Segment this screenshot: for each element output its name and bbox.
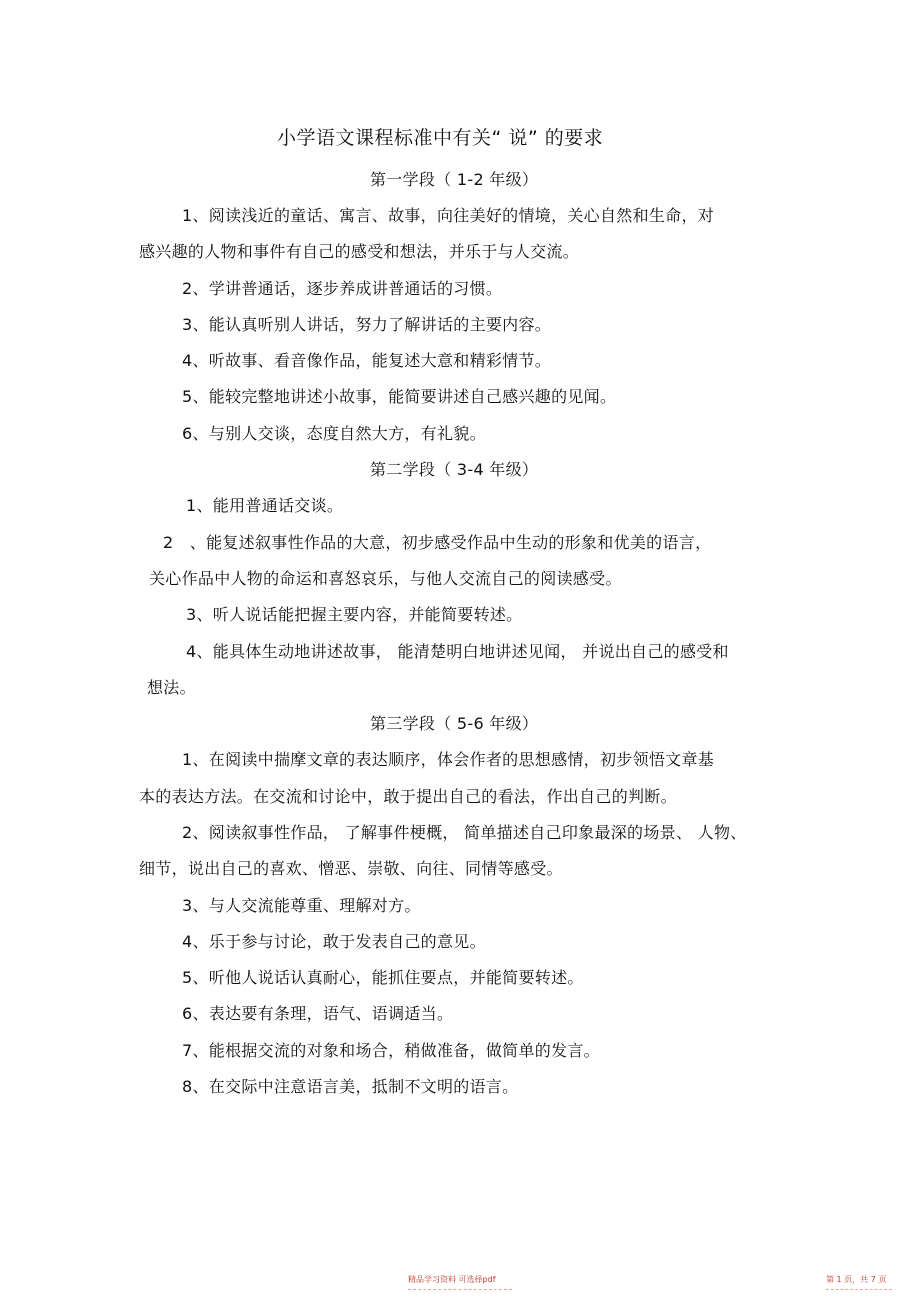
s3-item-1-line-1: 1、在阅读中揣摩文章的表达顺序，体会作者的思想感情，初步领悟文章基	[182, 750, 715, 769]
s3-item-3: 3、与人交流能尊重、理解对方。	[182, 896, 421, 915]
section-3-heading: 第三学段（ 5-6 年级）	[370, 714, 539, 733]
s2-item-1: 1、能用普通话交谈。	[186, 496, 344, 515]
footer-right-dots	[826, 1289, 892, 1290]
s1-item-1-line-1: 1、阅读浅近的童话、寓言、故事，向往美好的情境，关心自然和生命，对	[182, 206, 715, 225]
s3-item-5: 5、听他人说话认真耐心，能抓住要点，并能简要转述。	[182, 968, 584, 987]
footer-source-note: 精品学习资料 可选择pdf	[408, 1275, 496, 1284]
s2-item-2-line-2: 关心作品中人物的命运和喜怒哀乐，与他人交流自己的阅读感受。	[149, 569, 622, 588]
s3-item-7: 7、能根据交流的对象和场合，稍做准备，做简单的发言。	[182, 1041, 600, 1060]
s3-item-4: 4、乐于参与讨论，敢于发表自己的意见。	[182, 932, 486, 951]
footer-page-number: 第 1 页，共 7 页	[826, 1275, 887, 1284]
s1-item-4: 4、听故事、看音像作品，能复述大意和精彩情节。	[182, 351, 552, 370]
document-title: 小学语文课程标准中有关“ 说” 的要求	[277, 127, 604, 149]
s3-item-2-line-1: 2、阅读叙事性作品， 了解事件梗概， 简单描述自己印象最深的场景、 人物、	[182, 823, 747, 842]
s1-item-2: 2、学讲普通话，逐步养成讲普通话的习惯。	[182, 279, 503, 298]
s3-item-6: 6、表达要有条理，语气、语调适当。	[182, 1004, 454, 1023]
s1-item-1-line-2: 感兴趣的人物和事件有自己的感受和想法，并乐于与人交流。	[139, 242, 580, 261]
s2-item-2-line-1: 2 、能复述叙事性作品的大意，初步感受作品中生动的形象和优美的语言，	[163, 533, 712, 552]
s1-item-5: 5、能较完整地讲述小故事，能简要讲述自己感兴趣的见闻。	[182, 387, 617, 406]
s2-item-3: 3、听人说话能把握主要内容，并能简要转述。	[186, 605, 523, 624]
footer-left-dots	[408, 1289, 512, 1290]
s1-item-3: 3、能认真听别人讲话，努力了解讲话的主要内容。	[182, 315, 552, 334]
s2-item-4-line-2: 想法。	[147, 678, 196, 697]
s3-item-8: 8、在交际中注意语言美，抵制不文明的语言。	[182, 1077, 519, 1096]
s2-item-4-line-1: 4、能具体生动地讲述故事， 能清楚明白地讲述见闻， 并说出自己的感受和	[186, 642, 729, 661]
s3-item-2-line-2: 细节，说出自己的喜欢、憎恶、崇敬、向往、同情等感受。	[139, 859, 563, 878]
section-2-heading: 第二学段（ 3-4 年级）	[370, 460, 539, 479]
s3-item-1-line-2: 本的表达方法。在交流和讨论中，敢于提出自己的看法，作出自己的判断。	[139, 787, 677, 806]
section-1-heading: 第一学段（ 1-2 年级）	[370, 170, 539, 189]
s1-item-6: 6、与别人交谈，态度自然大方，有礼貌。	[182, 424, 486, 443]
